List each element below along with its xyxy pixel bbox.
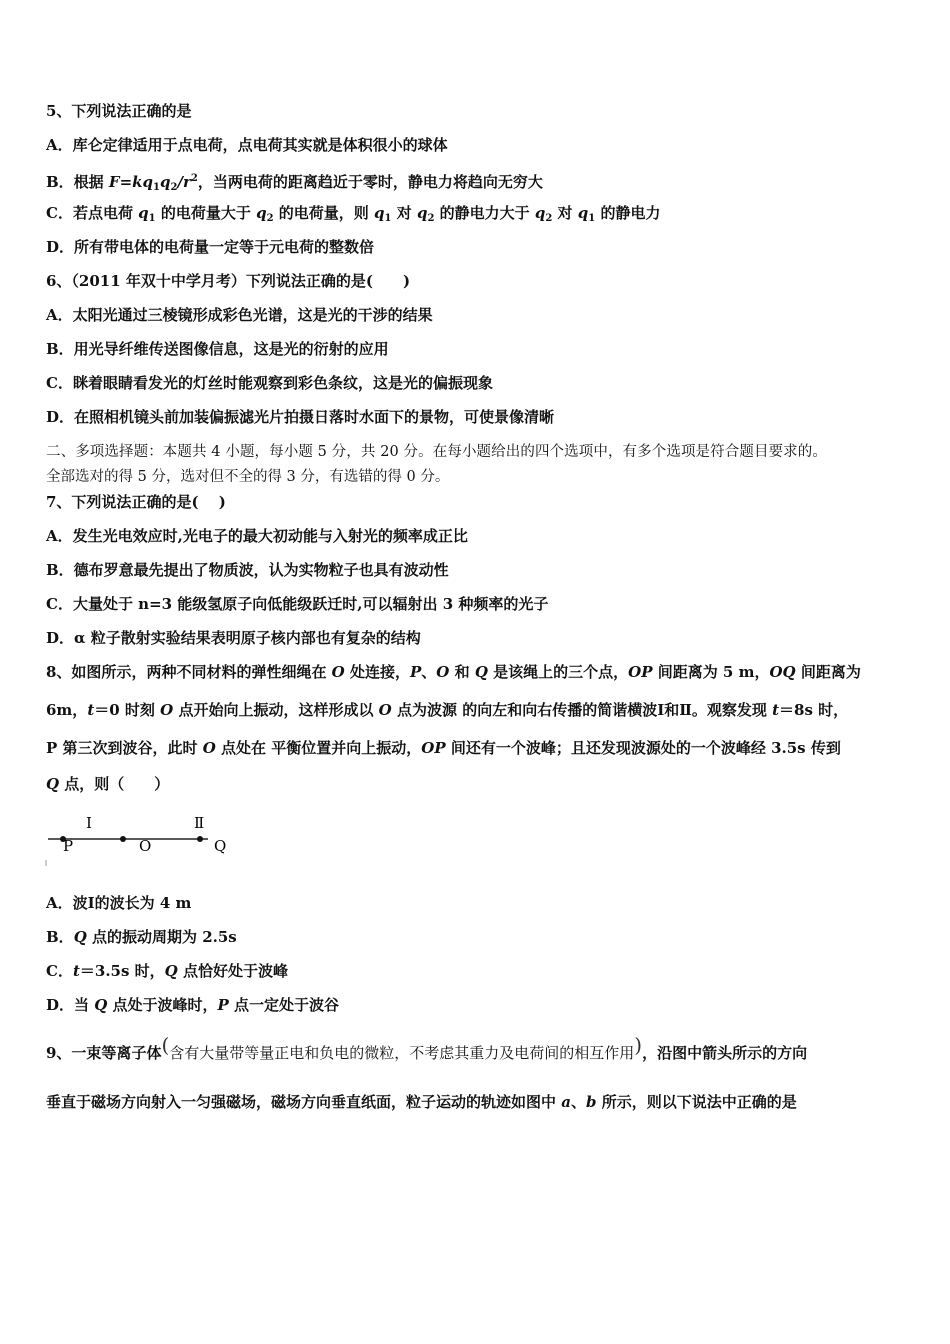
q5-option-c (46, 202, 660, 230)
q5-c-q1b-sub: 1 (384, 213, 392, 224)
q8-b-a: B． (46, 928, 74, 946)
q5-option-a: A．库仑定律适用于点电荷，点电荷其实就是体积很小的球体 (46, 136, 448, 154)
q9-l1-b: 含有大量带等量正电和负电的微粒，不考虑其重力及电荷间的相互作用 (169, 1044, 635, 1062)
point-Q-label: Q (214, 837, 227, 855)
q5-b-formula-q: q (160, 173, 171, 191)
q5-b-formula-F: F (108, 173, 120, 191)
point-P-label: P (63, 837, 74, 855)
q8-l2-b: ＝0 时刻 (94, 701, 161, 719)
q5-stem: 5、下列说法正确的是 (46, 102, 192, 120)
q7-option-c: C．大量处于 n=3 能级氢原子向低能级跃迁时,可以辐射出 3 种频率的光子 (46, 595, 549, 613)
q9-l1-right-paren: ) (634, 1033, 643, 1057)
q9-stem-line1 (46, 1033, 808, 1064)
q8-d-c: 点一定处于波谷 (228, 996, 340, 1014)
q8-c-t: t (72, 962, 80, 980)
q8-l1-f: 间距离为 (795, 663, 861, 681)
q5-c-q2b: q (416, 204, 428, 222)
q5-b-formula-eq: = (119, 173, 133, 191)
q5-c-p4: 对 (391, 204, 417, 222)
section2-instructions-line2: 全部选对的得 5 分，选对但不全的得 3 分，有选错的得 0 分。 (46, 469, 450, 485)
q8-l3-a: P 第三次到波谷，此时 (46, 739, 203, 757)
q5-c-q1-sub: 1 (148, 213, 156, 224)
q8-l3-b: 点处在 平衡位置并向上振动， (215, 739, 422, 757)
q8-d-b: 点处于波峰时， (107, 996, 218, 1014)
q8-l2-O2: O (378, 701, 392, 719)
q7-stem: 7、下列说法正确的是( ) (46, 493, 226, 511)
q5-option-b (46, 168, 543, 199)
q6-option-b: B．用光导纤维传送图像信息，这是光的衍射的应用 (46, 340, 389, 358)
q8-d-P: P (217, 996, 229, 1014)
q5-b-suffix: ，当两电荷的距离趋近于零时，静电力将趋向无穷大 (197, 173, 543, 191)
q8-c-a: C． (46, 962, 73, 980)
q5-b-formula-r: r (182, 173, 191, 191)
q9-l1-a: 9、一束等离子体 (46, 1044, 162, 1062)
q8-b-b: 点的振动周期为 2.5s (86, 928, 237, 946)
point-O-dot (120, 836, 126, 842)
q8-d-a: D．当 (46, 996, 95, 1014)
q9-l1-c: ，沿图中箭头所示的方向 (642, 1044, 808, 1062)
q8-option-c (46, 960, 288, 982)
q5-b-prefix: B．根据 (46, 173, 109, 191)
q8-l4-Q: Q (46, 775, 60, 793)
q8-l3-OP: OP (421, 739, 446, 757)
q8-stem-line1 (46, 661, 861, 683)
q8-l1-Q: Q (474, 663, 488, 681)
q8-l1-b: 处连接， (344, 663, 410, 681)
wave-II-label: Ⅱ (194, 814, 205, 832)
q9-stem-line2 (46, 1091, 797, 1113)
q8-l2-t: t (87, 701, 95, 719)
q5-option-d: D．所有带电体的电荷量一定等于元电荷的整数倍 (46, 238, 375, 256)
q6-stem: 6、（2011 年双十中学月考）下列说法正确的是( ) (46, 272, 411, 290)
q9-l2-a-var: a (561, 1093, 571, 1111)
q5-b-formula-sub1: 1 (153, 182, 160, 193)
q8-l2-t2: t (772, 701, 780, 719)
q8-l1-O2: O (436, 663, 450, 681)
q9-l1-left-paren: ( (161, 1033, 170, 1057)
q5-c-q2c: q (534, 204, 546, 222)
q8-l2-a: 6m， (46, 701, 88, 719)
q6-option-c: C．眯着眼睛看发光的灯丝时能观察到彩色条纹，这是光的偏振现象 (46, 374, 493, 392)
q5-c-q2b-sub: 2 (427, 213, 435, 224)
q8-stem-line4 (46, 773, 169, 795)
q8-l2-d: 点为波源 的向左和向右传播的简谐横波Ⅰ和Ⅱ。观察发现 (391, 701, 773, 719)
q5-c-q2: q (256, 204, 267, 222)
q9-l2-b: 所示，则以下说法中正确的是 (596, 1093, 797, 1111)
q8-stem-line3 (46, 737, 841, 759)
q9-l2-b-var: b (585, 1093, 597, 1111)
q6-option-d: D．在照相机镜头前加装偏振滤光片拍摄日落时水面下的景物，可使景像清晰 (46, 408, 555, 426)
section2-instructions-line1: 二、多项选择题：本题共 4 小题，每小题 5 分，共 20 分。在每小题给出的四个选项中，有多个选项是符合题目要求的。 (46, 444, 827, 460)
wave-I-label: Ⅰ (86, 814, 92, 832)
q7-option-d: D．α 粒子散射实验结果表明原子核内部也有复杂的结构 (46, 629, 421, 647)
q5-c-q1c-sub: 1 (588, 213, 596, 224)
q8-rope-diagram (40, 806, 250, 870)
q8-option-a: A．波Ⅰ的波长为 4 m (46, 894, 192, 912)
q5-c-p5: 的静电力大于 (434, 204, 535, 222)
q8-stem-line2 (46, 699, 848, 721)
q8-l1-e: 间距离为 5 m， (652, 663, 770, 681)
q8-l2-e: ＝8s 时， (779, 701, 849, 719)
q8-option-d (46, 994, 339, 1016)
q8-l2-c: 点开始向上振动，这样形成以 (173, 701, 379, 719)
q7-option-a: A．发生光电效应时,光电子的最大初动能与入射光的频率成正比 (46, 527, 468, 545)
point-Q-dot (197, 836, 203, 842)
point-O-label: O (139, 837, 152, 855)
q8-l3-O: O (202, 739, 216, 757)
q5-c-q1c: q (577, 204, 589, 222)
q5-c-p6: 对 (552, 204, 578, 222)
q6-option-a: A．太阳光通过三棱镜形成彩色光谱，这是光的干涉的结果 (46, 306, 433, 324)
q5-c-q2c-sub: 2 (545, 213, 553, 224)
q8-b-Q: Q (73, 928, 87, 946)
q8-l3-c: 间还有一个波峰；且还发现波源处的一个波峰经 3.5s 传到 (445, 739, 841, 757)
q8-l1-OP: OP (628, 663, 653, 681)
q9-l2-a: 垂直于磁场方向射入一匀强磁场，磁场方向垂直纸面，粒子运动的轨迹如图中 (46, 1093, 562, 1111)
q5-c-p3: 的电荷量，则 (273, 204, 375, 222)
q5-b-formula-slash: / (177, 173, 183, 191)
q8-l4-a: 点，则（ ） (59, 775, 170, 793)
q5-b-formula-sup: 2 (190, 173, 198, 184)
q5-c-q1b: q (374, 204, 385, 222)
q7-option-b: B．德布罗意最先提出了物质波，认为实物粒子也具有波动性 (46, 561, 449, 579)
q8-c-Q: Q (164, 962, 178, 980)
q8-l1-O: O (331, 663, 345, 681)
q8-d-Q: Q (94, 996, 108, 1014)
q8-l1-a: 8、如图所示，两种不同材料的弹性细绳在 (46, 663, 332, 681)
q8-l1-d: 是该绳上的三个点， (487, 663, 629, 681)
q5-c-q2-sub: 2 (266, 213, 274, 224)
q5-c-p2: 的电荷量大于 (155, 204, 257, 222)
q8-l1-P: P (409, 663, 422, 681)
q8-option-b (46, 926, 237, 948)
q8-c-c: 点恰好处于波峰 (177, 962, 288, 980)
q5-b-formula-kq: kq (132, 173, 154, 191)
q5-b-formula-sub2: 2 (170, 182, 178, 193)
q8-l1-c: 和 (449, 663, 475, 681)
q8-l2-O: O (160, 701, 174, 719)
q8-c-b: ＝3.5s 时， (79, 962, 165, 980)
q5-c-q1: q (138, 204, 149, 222)
q8-l1-sep: 、 (421, 663, 437, 681)
q8-l1-OQ: OQ (769, 663, 796, 681)
q5-c-p1: C．若点电荷 (46, 204, 139, 222)
q9-l2-sep: 、 (570, 1093, 586, 1111)
q5-c-p7: 的静电力 (595, 204, 661, 222)
